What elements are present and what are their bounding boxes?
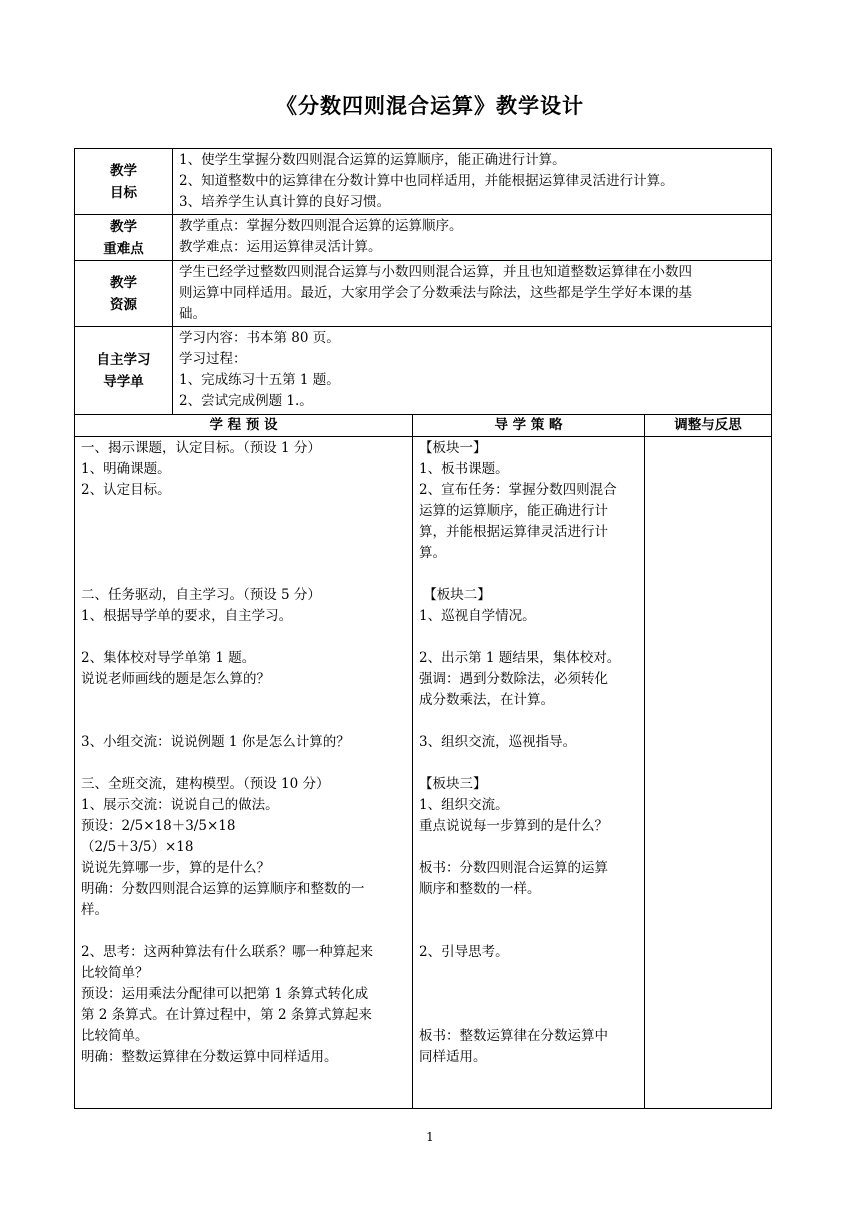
preset-line [81, 501, 406, 522]
preset-line: 1、明确课题。 [81, 461, 171, 477]
strategy-line: 算。 [419, 545, 446, 561]
preset-line: 明确：整数运算律在分数运算中同样适用。 [81, 1049, 338, 1065]
strategy-line [419, 1005, 638, 1026]
preset-line: 1、根据导学单的要求，自主学习。 [81, 608, 293, 624]
process-row [75, 437, 772, 1109]
reflection-header: 调整与反思 [645, 415, 772, 437]
goals-label: 教学 目标 [75, 149, 173, 215]
strategy-line [419, 837, 638, 858]
preset-line: 2、思考：这两种算法有什么联系？哪一种算起来 [81, 944, 374, 960]
strategy-line: 强调：遇到分数除法，必须转化 [419, 671, 608, 687]
goals-content: 1、使学生掌握分数四则混合运算的运算顺序，能正确进行计算。 2、知道整数中的运算律在分数计算中也同样适用，并能根据运算律灵活进行计算。 3、培养学生认真计算的良好习惯。 [173, 149, 772, 215]
strategy-line: 【板块三】 [419, 776, 487, 792]
strategy-line: 【板块一】 [419, 440, 487, 456]
resources-label: 教学 资源 [75, 261, 173, 327]
keypoints-content: 教学重点：掌握分数四则混合运算的运算顺序。 教学难点：运用运算律灵活计算。 [173, 215, 772, 261]
strategy-line [419, 963, 638, 984]
preset-line: 说说先算哪一步，算的是什么？ [81, 860, 270, 876]
preset-line [81, 522, 406, 543]
preset-line [81, 627, 406, 648]
strategy-line: 成分数乘法，在计算。 [419, 692, 554, 708]
preset-line: 样。 [81, 902, 108, 918]
preset-line: 比较简单。 [81, 1028, 149, 1044]
preset-line: 2、集体校对导学单第 1 题。 [81, 650, 256, 666]
strategy-line: 1、板书课题。 [419, 461, 509, 477]
keypoints-row [75, 215, 772, 261]
strategy-line: 顺序和整数的一样。 [419, 881, 541, 897]
preset-line [81, 921, 406, 942]
strategy-line: 板书：整数运算律在分数运算中 [419, 1028, 608, 1044]
strategy-line: 同样适用。 [419, 1049, 487, 1065]
preset-line: （2/5＋3/5）×18 [81, 839, 194, 855]
preset-line: 1、展示交流：说说自己的做法。 [81, 797, 279, 813]
preset-header: 学 程 预 设 [75, 415, 413, 437]
preset-line: 三、全班交流，建构模型。（预设 10 分） [81, 776, 330, 792]
strategy-line: 1、组织交流。 [419, 797, 509, 813]
preset-line: 第 2 条算式。在计算过程中，第 2 条算式算起来 [81, 1007, 372, 1023]
strategy-line: 2、宣布任务：掌握分数四则混合 [419, 482, 617, 498]
strategy-line: 算，并能根据运算律灵活进行计 [419, 524, 608, 540]
strategy-line [419, 753, 638, 774]
preset-line: 明确：分数四则混合运算的运算顺序和整数的一 [81, 881, 365, 897]
goals-row [75, 149, 772, 215]
preset-line [81, 564, 406, 585]
self-study-label: 自主学习 导学单 [75, 327, 173, 415]
preset-line: 预设：2/5×18＋3/5×18 [81, 818, 236, 834]
strategy-line: 2、引导思考。 [419, 944, 509, 960]
strategy-line: 运算的运算顺序，能正确进行计 [419, 503, 608, 519]
preset-line [81, 543, 406, 564]
strategy-line: 1、巡视自学情况。 [419, 608, 536, 624]
preset-line [81, 690, 406, 711]
preset-line: 3、小组交流：说说例题 1 你是怎么计算的？ [81, 734, 350, 750]
strategy-column [413, 437, 645, 1109]
strategy-line: 板书：分数四则混合运算的运算 [419, 860, 608, 876]
column-header-row [75, 415, 772, 437]
strategy-header: 导 学 策 略 [413, 415, 645, 437]
strategy-line [419, 900, 638, 921]
strategy-line [419, 984, 638, 1005]
page-number: 1 [426, 1130, 434, 1144]
preset-line [81, 753, 406, 774]
preset-line: 预设：运用乘法分配律可以把第 1 条算式转化成 [81, 986, 369, 1002]
strategy-line: 2、出示第 1 题结果，集体校对。 [419, 650, 621, 666]
preset-line: 说说老师画线的题是怎么算的？ [81, 671, 270, 687]
reflection-column [645, 437, 772, 1109]
preset-column [75, 437, 413, 1109]
strategy-line [419, 921, 638, 942]
preset-line: 二、任务驱动，自主学习。（预设 5 分） [81, 587, 321, 603]
resources-row [75, 261, 772, 327]
preset-line: 比较简单？ [81, 965, 149, 981]
preset-line [81, 711, 406, 732]
self-study-row [75, 327, 772, 415]
strategy-line: 【板块二】 [419, 587, 491, 603]
lesson-plan-table [74, 148, 772, 1109]
keypoints-label: 教学 重难点 [75, 215, 173, 261]
strategy-line: 3、组织交流，巡视指导。 [419, 734, 577, 750]
strategy-line [419, 564, 638, 585]
strategy-line: 重点说说每一步算到的是什么？ [419, 818, 608, 834]
strategy-line [419, 627, 638, 648]
self-study-content: 学习内容：书本第 80 页。 学习过程： 1、完成练习十五第 1 题。 2、尝试完成例题 1.。 [173, 327, 772, 415]
document-title: 《分数四则混合运算》教学设计 [276, 94, 584, 118]
preset-line: 2、认定目标。 [81, 482, 171, 498]
preset-line: 一、揭示课题，认定目标。（预设 1 分） [81, 440, 321, 456]
strategy-line [419, 711, 638, 732]
resources-content: 学生已经学过整数四则混合运算与小数四则混合运算，并且也知道整数运算律在小数四 则运算中同样适用。最近，大家用学会了分数乘法与除法，这些都是学生学好本课的基 础。 [173, 261, 772, 327]
